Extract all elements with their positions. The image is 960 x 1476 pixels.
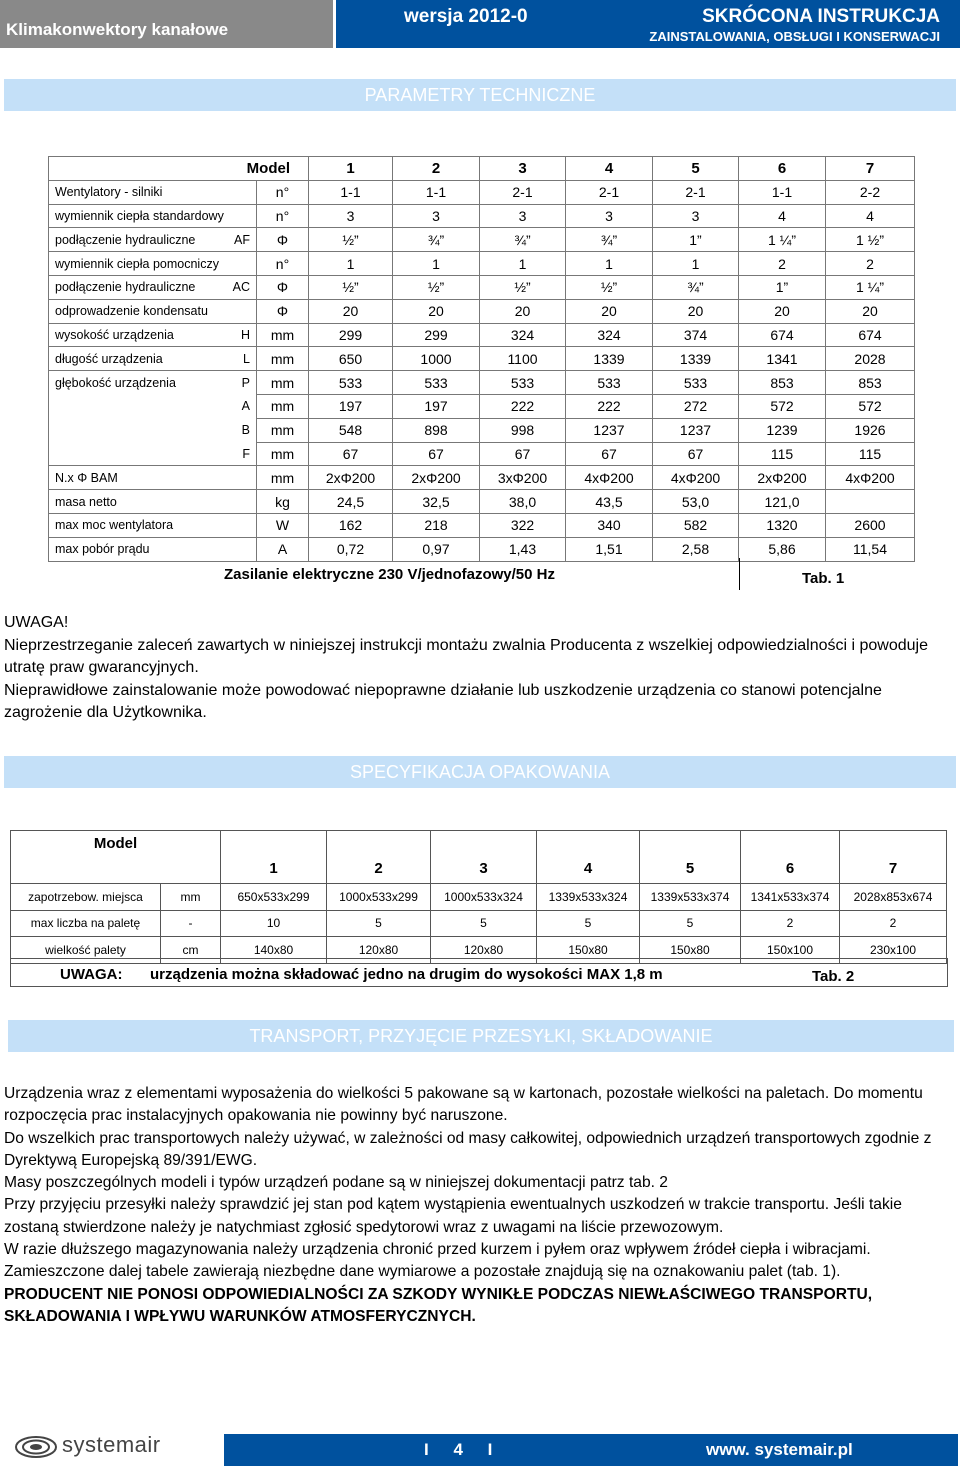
table1-row bbox=[49, 466, 915, 490]
value-cell: 1341x533x374 bbox=[741, 884, 840, 911]
model-number-cell: 1 bbox=[309, 157, 393, 181]
table1-row bbox=[49, 252, 915, 276]
value-cell: 121,0 bbox=[739, 490, 826, 514]
value-cell: 197 bbox=[309, 394, 393, 418]
section-title-transport: TRANSPORT, PRZYJĘCIE PRZESYŁKI, SKŁADOWANIE bbox=[8, 1020, 954, 1052]
value-cell: 1,51 bbox=[566, 537, 653, 561]
value-cell: 1237 bbox=[653, 418, 739, 442]
value-cell: 853 bbox=[739, 371, 826, 395]
value-cell: 5 bbox=[537, 910, 640, 937]
value-cell: 1 ½” bbox=[826, 228, 915, 252]
value-cell: 20 bbox=[739, 299, 826, 323]
table1-row bbox=[49, 228, 915, 252]
header-left-panel bbox=[0, 0, 333, 48]
value-cell: 299 bbox=[393, 323, 480, 347]
row-label: podłączenie hydrauliczne bbox=[55, 280, 196, 295]
value-cell: 11,54 bbox=[826, 537, 915, 561]
value-cell: 1926 bbox=[826, 418, 915, 442]
value-cell: 140x80 bbox=[221, 937, 327, 964]
value-cell: 1-1 bbox=[739, 180, 826, 204]
document-title: Klimakonwektory kanałowe bbox=[6, 20, 229, 39]
value-cell: ½” bbox=[309, 228, 393, 252]
value-cell: 322 bbox=[480, 513, 566, 537]
row-unit-cell: Φ bbox=[257, 299, 309, 323]
row-label-cell bbox=[49, 537, 257, 561]
model-number-cell: 3 bbox=[431, 831, 537, 884]
row-label-cell: max liczba na paletę bbox=[11, 910, 161, 937]
value-cell: 4 bbox=[739, 204, 826, 228]
value-cell: 1341 bbox=[739, 347, 826, 371]
value-cell: 67 bbox=[566, 442, 653, 466]
value-cell: 150x80 bbox=[537, 937, 640, 964]
value-cell: 2-1 bbox=[480, 180, 566, 204]
value-cell: 272 bbox=[653, 394, 739, 418]
value-cell: 67 bbox=[480, 442, 566, 466]
value-cell: 2xΦ200 bbox=[739, 466, 826, 490]
value-cell: 533 bbox=[566, 371, 653, 395]
value-cell: 1237 bbox=[566, 418, 653, 442]
row-label-cell bbox=[49, 490, 257, 514]
value-cell: 1 bbox=[653, 252, 739, 276]
value-cell: 340 bbox=[566, 513, 653, 537]
value-cell: ½” bbox=[393, 275, 480, 299]
short-instruction-label: SKRÓCONA INSTRUKCJA bbox=[702, 6, 940, 27]
transport-paragraph: Urządzenia wraz z elementami wyposażenia do wielkości 5 pakowane są w kartonach, pozostałe wielkości na paletach. Do momentu rozpoczęcia prac instalacyjnych opakowania nie powinny być naruszone. bbox=[4, 1085, 923, 1125]
value-cell: ¾” bbox=[653, 275, 739, 299]
table1-row bbox=[49, 371, 915, 395]
value-cell: 2 bbox=[739, 252, 826, 276]
row-sublabel: AC bbox=[232, 280, 250, 295]
row-label-cell bbox=[49, 418, 257, 442]
row-label: max moc wentylatora bbox=[55, 518, 174, 533]
value-cell: 1339x533x374 bbox=[640, 884, 741, 911]
value-cell: 1 bbox=[480, 252, 566, 276]
warning-paragraph-1: Nieprzestrzeganie zaleceń zawartych w niniejszej instrukcji montażu zwalnia Producenta z wszelkiej odpowiedzialności i powoduje utratę praw gwarancyjnych. bbox=[4, 636, 929, 676]
value-cell: 1339x533x324 bbox=[537, 884, 640, 911]
logo-text: systemair bbox=[62, 1432, 161, 1457]
website-link[interactable]: www. systemair.pl bbox=[706, 1440, 853, 1459]
value-cell: 533 bbox=[653, 371, 739, 395]
row-unit-cell: cm bbox=[161, 937, 221, 964]
row-unit-cell: mm bbox=[257, 347, 309, 371]
systemair-logo-icon bbox=[14, 1435, 60, 1459]
table2-row bbox=[11, 884, 947, 911]
value-cell: 2-1 bbox=[566, 180, 653, 204]
value-cell: 3xΦ200 bbox=[480, 466, 566, 490]
value-cell: 1339 bbox=[653, 347, 739, 371]
table1-row bbox=[49, 204, 915, 228]
row-unit-cell: n° bbox=[257, 180, 309, 204]
value-cell: 2028x853x674 bbox=[840, 884, 947, 911]
row-label: wymiennik ciepła pomocniczy bbox=[55, 256, 219, 271]
packaging-note-label: UWAGA: bbox=[60, 966, 123, 983]
value-cell: 120x80 bbox=[327, 937, 431, 964]
value-cell: 533 bbox=[393, 371, 480, 395]
model-header-cell: Model bbox=[49, 157, 309, 181]
row-unit-cell: A bbox=[257, 537, 309, 561]
value-cell: 230x100 bbox=[840, 937, 947, 964]
row-label: N.x Φ BAM bbox=[55, 470, 118, 485]
table1-row bbox=[49, 490, 915, 514]
row-unit-cell: Φ bbox=[257, 228, 309, 252]
value-cell: 650 bbox=[309, 347, 393, 371]
row-sublabel: B bbox=[241, 423, 250, 438]
value-cell: 43,5 bbox=[566, 490, 653, 514]
row-label: wymiennik ciepła standardowy bbox=[55, 208, 224, 223]
table1-row bbox=[49, 394, 915, 418]
value-cell: 67 bbox=[653, 442, 739, 466]
value-cell: 197 bbox=[393, 394, 480, 418]
table2-row bbox=[11, 910, 947, 937]
value-cell: 4xΦ200 bbox=[826, 466, 915, 490]
row-unit-cell: n° bbox=[257, 252, 309, 276]
transport-paragraph: Do wszelkich prac transportowych należy używać, w zależności od masy całkowitej, odpowiednich urządzeń transportowych zgodnie z Dyrektywą Europejską 89/391/EWG. bbox=[4, 1129, 932, 1169]
row-unit-cell: n° bbox=[257, 204, 309, 228]
value-cell: 533 bbox=[309, 371, 393, 395]
value-cell: 2,58 bbox=[653, 537, 739, 561]
row-unit-cell: mm bbox=[257, 442, 309, 466]
value-cell: ½” bbox=[309, 275, 393, 299]
value-cell: 222 bbox=[480, 394, 566, 418]
transport-text bbox=[4, 1083, 954, 1328]
table1-label: Tab. 1 bbox=[802, 570, 845, 587]
technical-parameters-table bbox=[48, 156, 915, 562]
row-unit-cell: kg bbox=[257, 490, 309, 514]
row-label-cell bbox=[49, 371, 257, 395]
value-cell: 1 bbox=[393, 252, 480, 276]
value-cell: 218 bbox=[393, 513, 480, 537]
model-number-cell: 1 bbox=[221, 831, 327, 884]
row-label: max pobór prądu bbox=[55, 542, 150, 557]
value-cell: 1,43 bbox=[480, 537, 566, 561]
table1-row bbox=[49, 442, 915, 466]
row-sublabel: F bbox=[242, 446, 250, 461]
value-cell: 572 bbox=[739, 394, 826, 418]
value-cell: 1239 bbox=[739, 418, 826, 442]
value-cell: 20 bbox=[393, 299, 480, 323]
row-unit-cell: mm bbox=[161, 884, 221, 911]
row-unit-cell: mm bbox=[257, 466, 309, 490]
row-sublabel: H bbox=[240, 327, 250, 342]
value-cell: 2-2 bbox=[826, 180, 915, 204]
value-cell: ½” bbox=[480, 275, 566, 299]
row-unit-cell: mm bbox=[257, 371, 309, 395]
row-label-cell bbox=[49, 466, 257, 490]
value-cell: ½” bbox=[566, 275, 653, 299]
warning-heading: UWAGA! bbox=[4, 614, 69, 631]
row-sublabel: AF bbox=[234, 232, 250, 247]
model-number-cell: 7 bbox=[840, 831, 947, 884]
value-cell: 2 bbox=[826, 252, 915, 276]
table1-header-row bbox=[49, 157, 915, 181]
transport-paragraph: Przy przyjęciu przesyłki należy sprawdzić jej stan pod kątem wystąpienia ewentualnych uszkodzeń w trakcie transportu. Jeśli takie zostaną stwierdzone należy je natychmiast zgłosić spedytorowi wraz z uwagami na liście przewozowym. bbox=[4, 1196, 902, 1236]
page-number: I 4 I bbox=[424, 1440, 493, 1459]
row-label-cell: zapotrzebow. miejsca bbox=[11, 884, 161, 911]
row-label-cell bbox=[49, 347, 257, 371]
value-cell: 1100 bbox=[480, 347, 566, 371]
value-cell: 20 bbox=[566, 299, 653, 323]
value-cell: 120x80 bbox=[431, 937, 537, 964]
row-label-cell bbox=[49, 180, 257, 204]
value-cell: 1-1 bbox=[393, 180, 480, 204]
value-cell: 533 bbox=[480, 371, 566, 395]
model-number-cell: 6 bbox=[739, 157, 826, 181]
model-number-cell: 2 bbox=[393, 157, 480, 181]
value-cell: 5 bbox=[327, 910, 431, 937]
row-sublabel: A bbox=[241, 399, 250, 414]
row-label-cell bbox=[49, 394, 257, 418]
value-cell: 115 bbox=[826, 442, 915, 466]
value-cell: 674 bbox=[826, 323, 915, 347]
value-cell: 5 bbox=[431, 910, 537, 937]
value-cell: 3 bbox=[393, 204, 480, 228]
value-cell: 674 bbox=[739, 323, 826, 347]
value-cell: 0,72 bbox=[309, 537, 393, 561]
value-cell: 162 bbox=[309, 513, 393, 537]
value-cell: 4xΦ200 bbox=[566, 466, 653, 490]
page-header bbox=[0, 0, 960, 48]
value-cell: 2600 bbox=[826, 513, 915, 537]
value-cell: 32,5 bbox=[393, 490, 480, 514]
version-label: wersja 2012-0 bbox=[404, 6, 528, 27]
table2-header-row bbox=[11, 831, 947, 884]
value-cell: 38,0 bbox=[480, 490, 566, 514]
header-subtitle: ZAINSTALOWANIA, OBSŁUGI I KONSERWACJI bbox=[649, 29, 940, 44]
table1-row bbox=[49, 418, 915, 442]
row-label-cell bbox=[49, 228, 257, 252]
row-label-cell: wielkość palety bbox=[11, 937, 161, 964]
model-number-cell: 7 bbox=[826, 157, 915, 181]
value-cell: 10 bbox=[221, 910, 327, 937]
value-cell: 4 bbox=[826, 204, 915, 228]
row-label-cell bbox=[49, 513, 257, 537]
row-label-cell bbox=[49, 204, 257, 228]
value-cell: 5,86 bbox=[739, 537, 826, 561]
value-cell: 1 bbox=[309, 252, 393, 276]
row-unit-cell: mm bbox=[257, 418, 309, 442]
transport-paragraph: Masy poszczególnych modeli i typów urządzeń podane są w niniejszej dokumentacji patrz tab. 2 bbox=[4, 1174, 668, 1192]
value-cell: 24,5 bbox=[309, 490, 393, 514]
model-header-cell: Model bbox=[11, 831, 221, 884]
row-label: masa netto bbox=[55, 494, 117, 509]
table1-row bbox=[49, 323, 915, 347]
model-number-cell: 5 bbox=[653, 157, 739, 181]
value-cell: 20 bbox=[653, 299, 739, 323]
value-cell: 67 bbox=[309, 442, 393, 466]
value-cell: 1” bbox=[653, 228, 739, 252]
value-cell: 1 ¼” bbox=[739, 228, 826, 252]
row-unit-cell: W bbox=[257, 513, 309, 537]
value-cell: 20 bbox=[480, 299, 566, 323]
packaging-table bbox=[10, 830, 947, 964]
row-label-cell bbox=[49, 323, 257, 347]
row-unit-cell: Φ bbox=[257, 275, 309, 299]
row-label-cell bbox=[49, 299, 257, 323]
value-cell: 374 bbox=[653, 323, 739, 347]
model-number-cell: 3 bbox=[480, 157, 566, 181]
value-cell: 20 bbox=[309, 299, 393, 323]
value-cell: 5 bbox=[640, 910, 741, 937]
table1-row bbox=[49, 347, 915, 371]
value-cell: ¾” bbox=[566, 228, 653, 252]
value-cell: 20 bbox=[826, 299, 915, 323]
value-cell: 3 bbox=[309, 204, 393, 228]
warning-paragraph-2: Nieprawidłowe zainstalowanie może powodować niepoprawne działanie lub uszkodzenie urządzenia co stanowi potencjalne zagrożenie dla Użytkownika. bbox=[4, 681, 882, 721]
value-cell: 2028 bbox=[826, 347, 915, 371]
row-label: Wentylatory - silniki bbox=[55, 185, 163, 200]
table1-row bbox=[49, 275, 915, 299]
model-number-cell: 4 bbox=[537, 831, 640, 884]
model-number-cell: 2 bbox=[327, 831, 431, 884]
table1-footer-divider bbox=[739, 558, 740, 590]
value-cell: 582 bbox=[653, 513, 739, 537]
table1-row bbox=[49, 537, 915, 561]
value-cell: 1000x533x324 bbox=[431, 884, 537, 911]
row-label: podłączenie hydrauliczne bbox=[55, 232, 196, 247]
value-cell: 115 bbox=[739, 442, 826, 466]
value-cell: 2 bbox=[840, 910, 947, 937]
transport-paragraph: Zamieszczone dalej tabele zawierają niezbędne dane wymiarowe a pozostałe znajdują się na oznakowaniu palet (tab. 1). bbox=[4, 1263, 841, 1281]
value-cell: 548 bbox=[309, 418, 393, 442]
value-cell: ¾” bbox=[480, 228, 566, 252]
value-cell: 2xΦ200 bbox=[393, 466, 480, 490]
value-cell: 1000x533x299 bbox=[327, 884, 431, 911]
value-cell: 853 bbox=[826, 371, 915, 395]
row-sublabel: P bbox=[241, 375, 250, 390]
value-cell: 2 bbox=[741, 910, 840, 937]
value-cell: 2-1 bbox=[653, 180, 739, 204]
row-label: długość urządzenia bbox=[55, 351, 163, 366]
value-cell: 2xΦ200 bbox=[309, 466, 393, 490]
value-cell: 324 bbox=[480, 323, 566, 347]
value-cell: 1 ¼” bbox=[826, 275, 915, 299]
row-sublabel: L bbox=[243, 351, 250, 366]
liability-disclaimer: PRODUCENT NIE PONOSI ODPOWIEDIALNOŚCI ZA SZKODY WYNIKŁE PODCZAS NIEWŁAŚCIWEGO TRANSPORTU, SKŁADOWANIA I WPŁYWU WARUNKÓW ATMOSFERYCZNYCH. bbox=[4, 1285, 873, 1325]
value-cell: 3 bbox=[653, 204, 739, 228]
value-cell: 1 bbox=[566, 252, 653, 276]
row-label: wysokość urządzenia bbox=[55, 327, 174, 342]
section-title-parametry: PARAMETRY TECHNICZNE bbox=[4, 79, 956, 111]
table1-row bbox=[49, 180, 915, 204]
table1-row bbox=[49, 299, 915, 323]
row-unit-cell: - bbox=[161, 910, 221, 937]
value-cell: 1” bbox=[739, 275, 826, 299]
row-label-cell bbox=[49, 252, 257, 276]
warning-block bbox=[4, 612, 956, 725]
row-unit-cell: mm bbox=[257, 323, 309, 347]
model-number-cell: 4 bbox=[566, 157, 653, 181]
table2-label: Tab. 2 bbox=[812, 968, 855, 985]
section-title-opakowanie: SPECYFIKACJA OPAKOWANIA bbox=[4, 756, 956, 788]
value-cell: 3 bbox=[566, 204, 653, 228]
table1-row bbox=[49, 513, 915, 537]
value-cell: 67 bbox=[393, 442, 480, 466]
row-label-cell bbox=[49, 275, 257, 299]
value-cell: 650x533x299 bbox=[221, 884, 327, 911]
value-cell: 1000 bbox=[393, 347, 480, 371]
value-cell: 299 bbox=[309, 323, 393, 347]
value-cell: 324 bbox=[566, 323, 653, 347]
model-number-cell: 6 bbox=[741, 831, 840, 884]
value-cell: 1320 bbox=[739, 513, 826, 537]
value-cell: 4xΦ200 bbox=[653, 466, 739, 490]
value-cell: ¾” bbox=[393, 228, 480, 252]
packaging-note-text: urządzenia można składować jedno na drugim do wysokości MAX 1,8 m bbox=[150, 966, 663, 983]
value-cell bbox=[826, 490, 915, 514]
value-cell: 3 bbox=[480, 204, 566, 228]
row-label-cell bbox=[49, 442, 257, 466]
value-cell: 0,97 bbox=[393, 537, 480, 561]
value-cell: 1-1 bbox=[309, 180, 393, 204]
transport-paragraph: W razie dłuższego magazynowania należy urządzenia chronić przed kurzem i pyłem oraz wpływem źródeł ciepła i wibracjami. bbox=[4, 1241, 871, 1259]
value-cell: 150x100 bbox=[741, 937, 840, 964]
row-label: odprowadzenie kondensatu bbox=[55, 304, 208, 319]
value-cell: 572 bbox=[826, 394, 915, 418]
row-label: głębokość urządzenia bbox=[55, 375, 176, 390]
row-unit-cell: mm bbox=[257, 394, 309, 418]
value-cell: 1339 bbox=[566, 347, 653, 371]
value-cell: 150x80 bbox=[640, 937, 741, 964]
value-cell: 53,0 bbox=[653, 490, 739, 514]
value-cell: 898 bbox=[393, 418, 480, 442]
value-cell: 998 bbox=[480, 418, 566, 442]
power-supply-note: Zasilanie elektryczne 230 V/jednofazowy/50 Hz bbox=[224, 566, 555, 583]
model-number-cell: 5 bbox=[640, 831, 741, 884]
value-cell: 222 bbox=[566, 394, 653, 418]
